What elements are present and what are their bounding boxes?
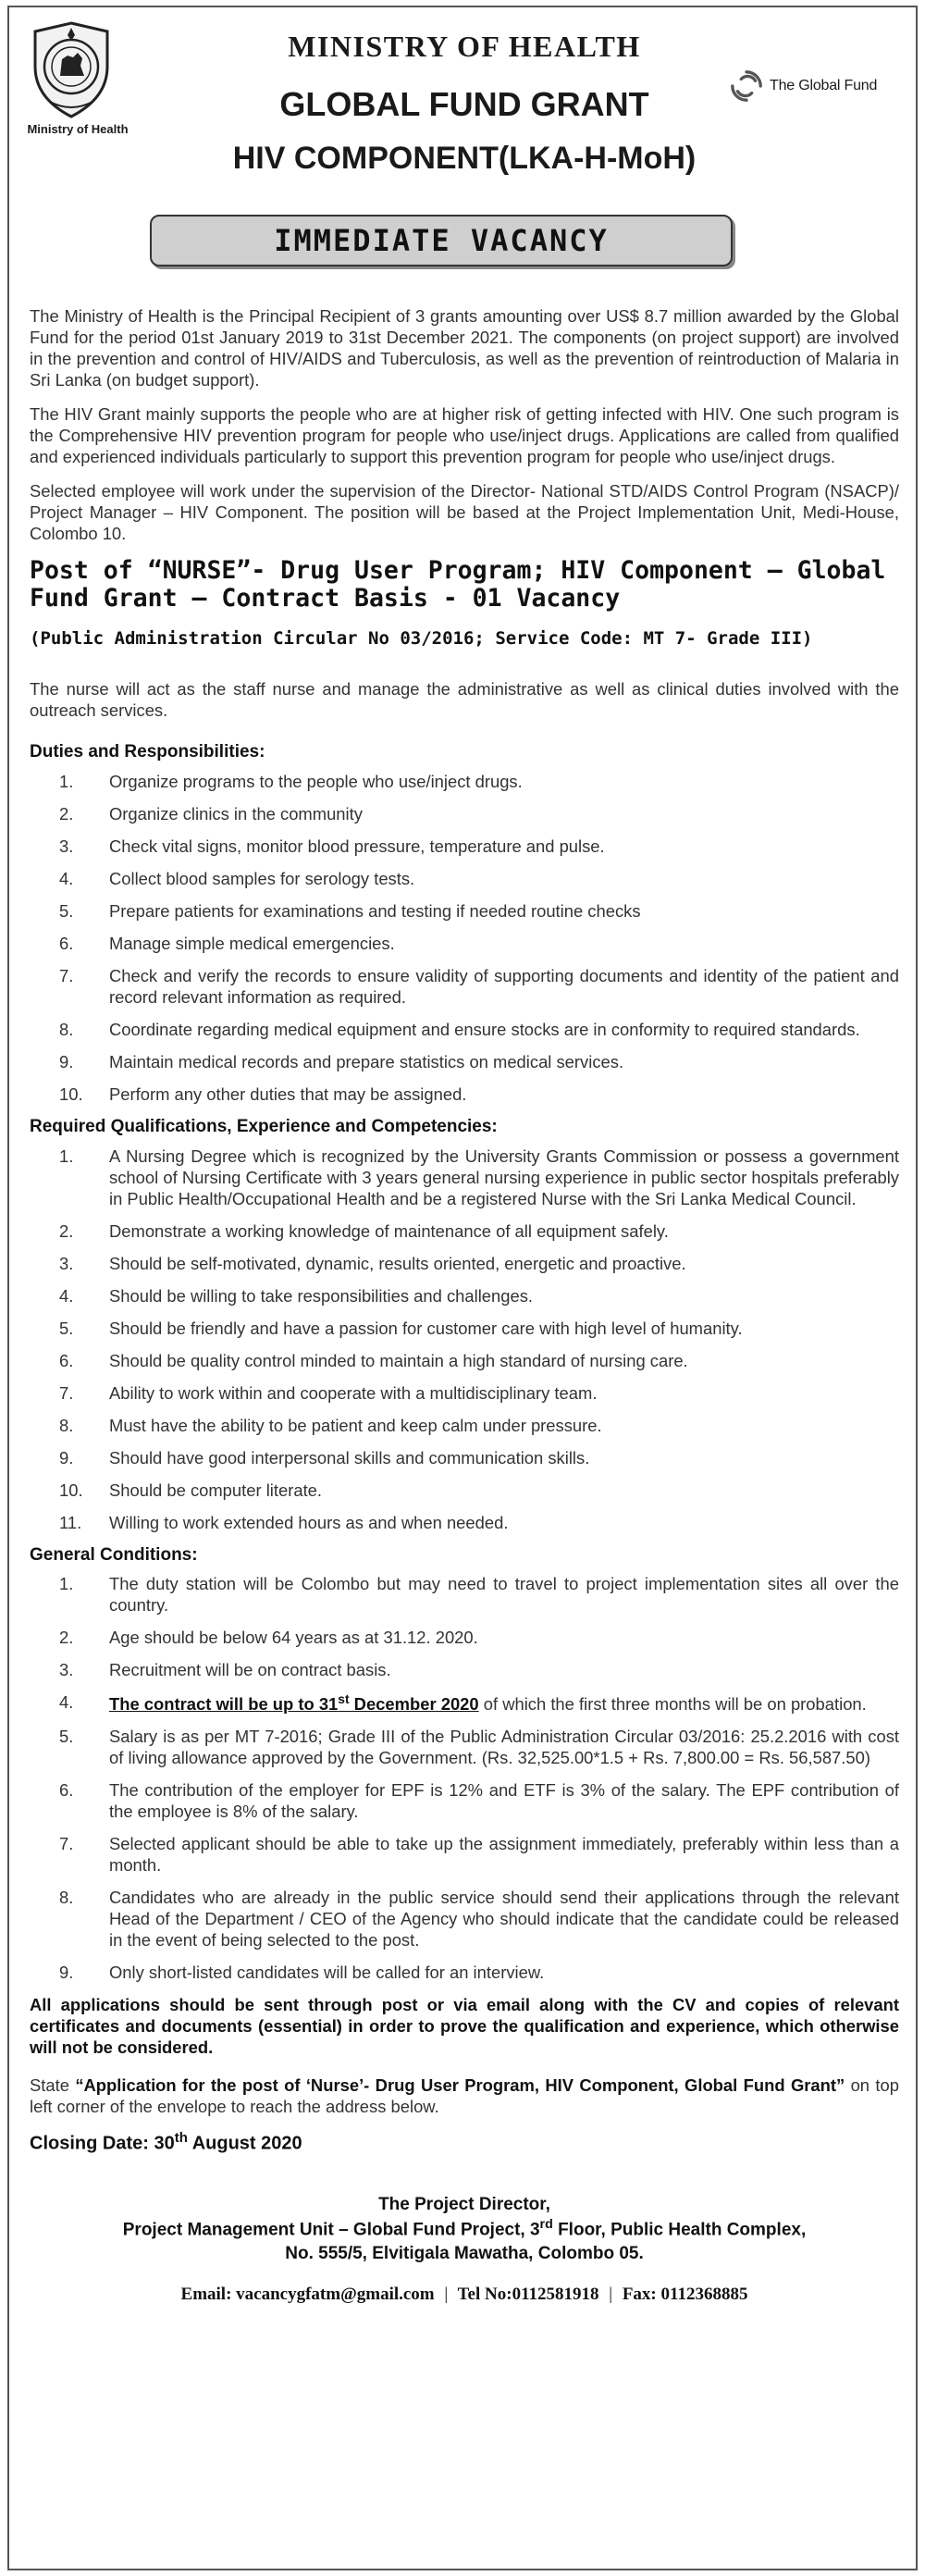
address-line: No. 555/5, Elvitigala Mawatha, Colombo 05. (285, 2243, 644, 2263)
contact-telephone: Tel No:0112581918 (457, 2284, 599, 2304)
list-item: 5. Salary is as per MT 7-2016; Grade III of the Public Administration Circular 03/2016: 25.2.2016 with cost of living allowance approved by the Government. (Rs. 32,525.00*1.5 + Rs. 7,800.00 = Rs. 56,587.50) (59, 1727, 899, 1768)
conditions-heading: General Conditions: (30, 1544, 198, 1565)
list-item: 7. Selected applicant should be able to take up the assignment immediately, preferably within less than a month. (59, 1834, 899, 1876)
postal-address (30, 2193, 899, 2265)
list-item: 2. Age should be below 64 years as at 31.12. 2020. (59, 1628, 478, 1648)
list-item: 3. Check vital signs, monitor blood pressure, temperature and pulse. (59, 836, 605, 856)
list-item: 3. Should be self-motivated, dynamic, results oriented, energetic and proactive. (59, 1253, 686, 1273)
list-item: 5. Prepare patients for examinations and testing if needed routine checks (59, 900, 641, 921)
conditions-list (30, 1573, 899, 1983)
immediate-vacancy-banner (150, 215, 733, 266)
contract-end-date: The contract will be up to 31st December 2020 (109, 1692, 479, 1715)
list-item: 5. Should be friendly and have a passion for customer care with high level of humanity. (59, 1318, 743, 1338)
ministry-heading: MINISTRY OF HEALTH (288, 30, 641, 63)
intro-paragraph: The Ministry of Health is the Principal Recipient of 3 grants amounting over US$ 8.7 million awarded by the Global Fund for the period 01st January 2019 to 31st December 2021. The components (on project support) are involved in the prevention and control of HIV/AIDS and Tuberculosis, as well as the prevention of reintroduction of Malaria in Sri Lanka (on budget support). (30, 306, 899, 390)
list-item: 2. Organize clinics in the community (59, 803, 363, 824)
list-item: 1. Organize programs to the people who use/inject drugs. (59, 771, 523, 791)
vacancy-advertisement (7, 6, 918, 2570)
list-item: 7. Ability to work within and cooperate with a multidisciplinary team. (59, 1382, 598, 1403)
list-item: 4. Collect blood samples for serology tests. (59, 868, 415, 888)
closing-date: Closing Date: 30th August 2020 (30, 2130, 302, 2155)
contact-details (30, 2284, 899, 2306)
post-title: Post of “NURSE”- Drug User Program; HIV Component – Global Fund Grant – Contract Basis - 01 Vacancy (30, 556, 886, 613)
main-content (30, 305, 899, 2305)
list-item: 2. Demonstrate a working knowledge of maintenance of all equipment safely. (59, 1220, 669, 1241)
duties-list (30, 771, 899, 1105)
header (9, 7, 916, 218)
list-item: 6. Should be quality control minded to maintain a high standard of nursing care. (59, 1350, 688, 1370)
global-fund-logo-icon (729, 68, 764, 104)
applications-note: All applications should be sent through post or via email along with the CV and copies of relevant certificates and documents (essential) in order to prove the qualification and experience, which otherwise will not be considered. (30, 1995, 899, 2058)
duties-heading: Duties and Responsibilities: (30, 742, 265, 762)
separator: | (444, 2284, 449, 2304)
circular-reference: (Public Administration Circular No 03/2016; Service Code: MT 7- Grade III) (30, 628, 813, 650)
intro-paragraph: The HIV Grant mainly supports the people who are at higher risk of getting infected with HIV. One such program is the Comprehensive HIV prevention program for people who use/inject drugs. Applications are called from qualified and experienced individuals particularly to support this prevention program for people who use/inject drugs. (30, 404, 899, 466)
component-heading: HIV COMPONENT(LKA-H-MoH) (232, 141, 697, 176)
list-item: 8. Must have the ability to be patient and keep calm under pressure. (59, 1415, 602, 1435)
post-summary: The nurse will act as the staff nurse and manage the administrative as well as clinical duties involved with the outreach services. (30, 679, 899, 721)
qualifications-list (30, 1146, 899, 1533)
list-item: 6. The contribution of the employer for EPF is 12% and ETF is 3% of the salary. The EPF contribution of the employee is 8% of the salary. (59, 1780, 899, 1822)
list-item: 8. Candidates who are already in the public service should send their applications through the relevant Head of the Department / CEO of the Agency who should indicate that the candidate could be released in the event of being selected to the post. (59, 1888, 899, 1951)
list-item: 3. Recruitment will be on contract basis. (59, 1660, 391, 1680)
list-item: 10. Should be computer literate. (59, 1480, 323, 1500)
contact-email[interactable]: Email: vacancygfatm@gmail.com (180, 2284, 435, 2304)
list-item: 7. Check and verify the records to ensure validity of supporting documents and identity of the patient and record relevant information as required. (59, 965, 899, 1007)
list-item: 4. The contract will be up to 31st December 2020 of which the first three months will be on probation. (59, 1692, 867, 1715)
list-item: 10. Perform any other duties that may be assigned. (59, 1084, 467, 1104)
separator: | (609, 2284, 613, 2304)
global-fund-logo-text: The Global Fund (770, 78, 878, 93)
list-item: 9. Should have good interpersonal skills and communication skills. (59, 1447, 590, 1468)
list-item: 1. The duty station will be Colombo but may need to travel to project implementation sites all over the country. (59, 1574, 899, 1616)
list-item: 9. Maintain medical records and prepare statistics on medical services. (59, 1051, 624, 1071)
envelope-instruction: State “Application for the post of ‘Nurse’- Drug User Program, HIV Component, Global Fund Grant” on top left corner of the envelope to reach the address below. (30, 2075, 899, 2117)
global-fund-logo (729, 68, 877, 104)
list-item: 8. Coordinate regarding medical equipment and ensure stocks are in conformity to required standards. (59, 1019, 860, 1039)
crest-label: Ministry of Health (27, 122, 129, 136)
banner-label: IMMEDIATE VACANCY (274, 223, 609, 258)
address-line: The Project Director, (378, 2195, 550, 2215)
grant-heading: GLOBAL FUND GRANT (279, 85, 649, 123)
address-line: Project Management Unit – Global Fund Project, 3rd Floor, Public Health Complex, (122, 2217, 807, 2240)
contact-fax: Fax: 0112368885 (622, 2284, 748, 2304)
list-item: 1. A Nursing Degree which is recognized by the University Grants Commission or possess a government school of Nursing Certificate with 3 years general nursing experience in public sector hospitals preferably in Public Health/Occupational Health and be a registered Nurse with the Sri Lanka Medical Council. (59, 1146, 899, 1208)
list-item: 11. Willing to work extended hours as and when needed. (59, 1512, 509, 1532)
list-item: 9. Only short-listed candidates will be called for an interview. (59, 1963, 545, 1983)
intro-paragraph: Selected employee will work under the supervision of the Director- National STD/AIDS Control Program (NSACP)/ Project Manager – HIV Component. The position will be based at the Project Implementation Unit, Medi-House, Colombo 10. (30, 481, 899, 543)
list-item: 4. Should be willing to take responsibilities and challenges. (59, 1285, 534, 1306)
qualifications-heading: Required Qualifications, Experience and Competencies: (30, 1116, 498, 1136)
list-item: 6. Manage simple medical emergencies. (59, 933, 395, 953)
